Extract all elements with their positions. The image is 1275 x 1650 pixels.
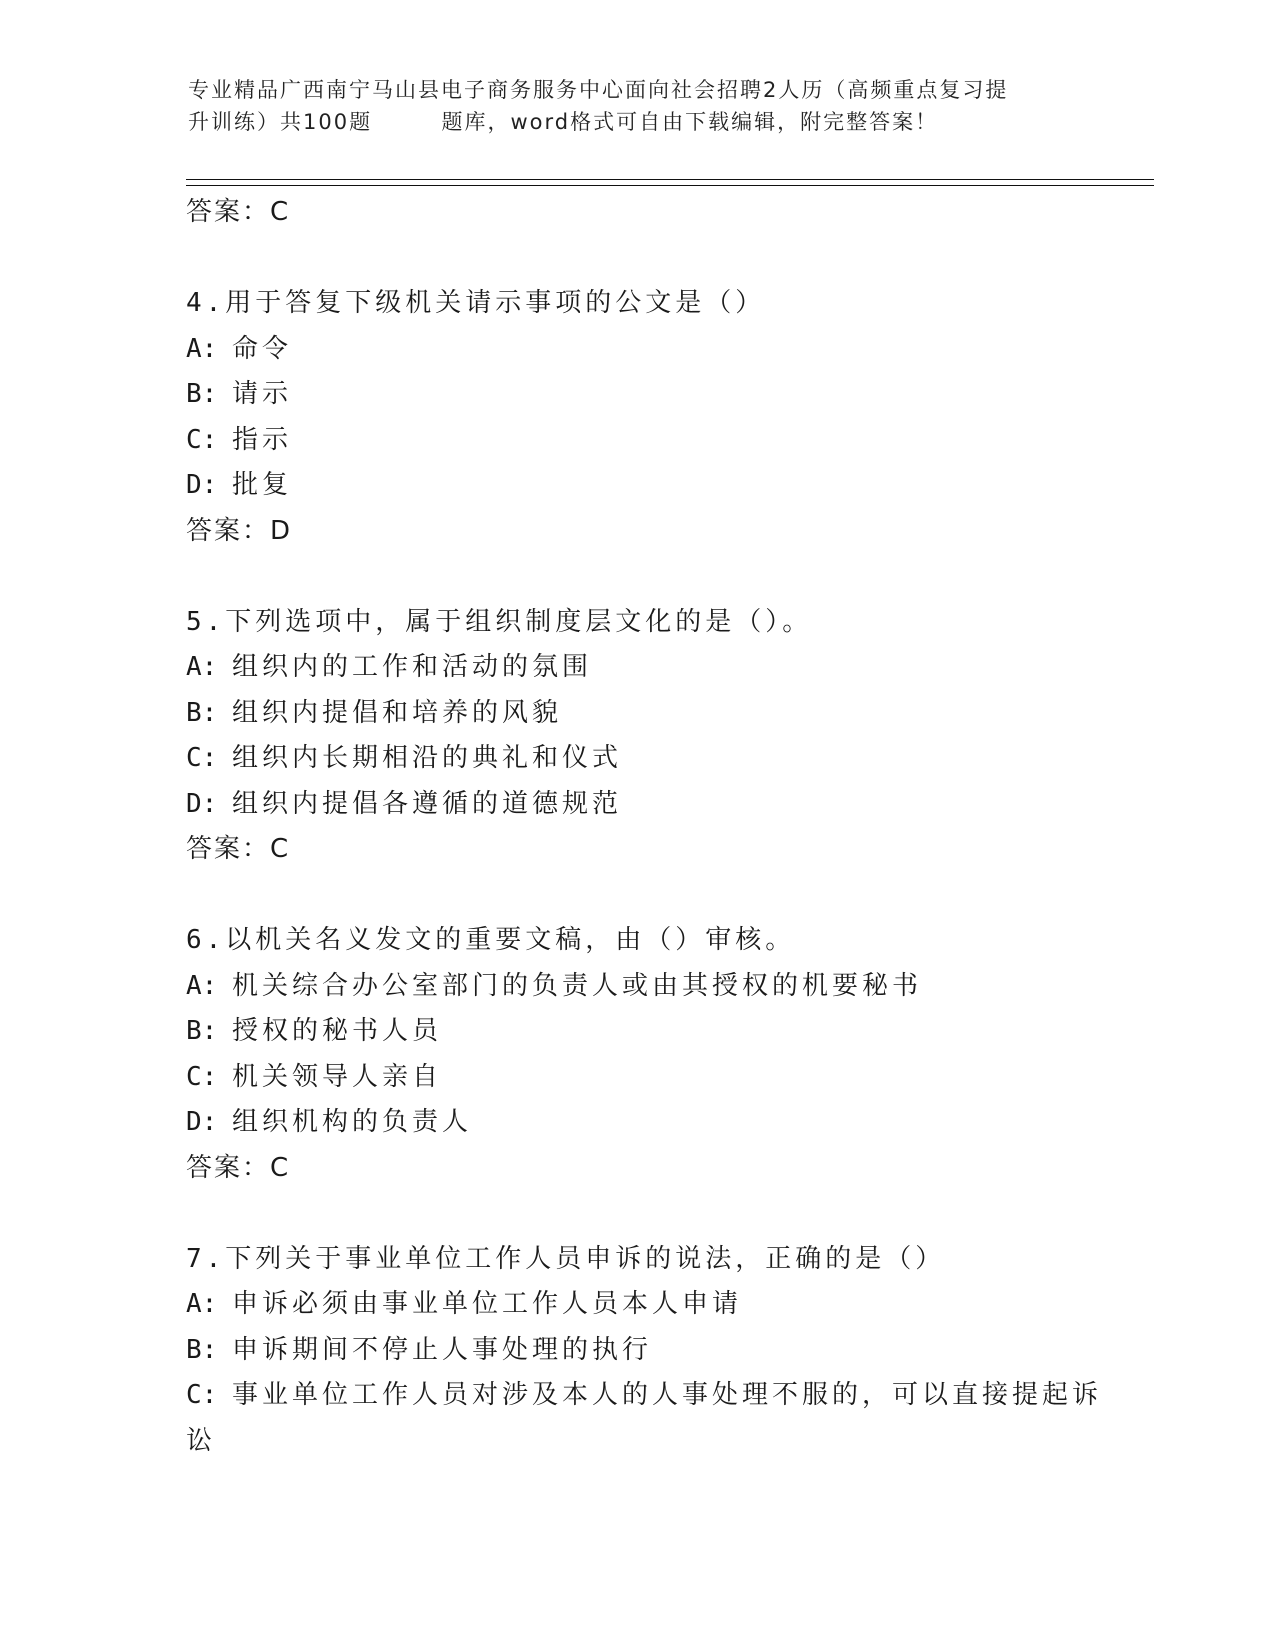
option-text: 组织内提倡和培养的风貌 — [232, 697, 563, 728]
option-label: B: — [186, 1016, 218, 1046]
option-label: A: — [186, 1289, 218, 1319]
question-list — [186, 190, 1103, 1464]
question-6 — [186, 918, 1086, 1191]
option-d — [186, 1100, 1086, 1146]
option-label: D: — [186, 1107, 218, 1137]
spacer — [186, 236, 1086, 282]
option-a — [186, 327, 1086, 373]
option-text: 机关综合办公室部门的负责人或由其授权的机要秘书 — [232, 970, 923, 1001]
option-a — [186, 1282, 1086, 1328]
option-b — [186, 691, 1086, 737]
option-c-continuation: 讼 — [186, 1425, 217, 1456]
header-title-line-2: 升训练）共100题 题库，word格式可自由下载编辑，附完整答案！ — [188, 110, 939, 134]
spacer — [186, 1191, 1086, 1237]
header-rule-bottom — [186, 185, 1154, 186]
option-text: 命令 — [232, 333, 293, 364]
option-a — [186, 964, 1086, 1010]
option-text: 机关领导人亲自 — [232, 1061, 443, 1092]
option-label: C: — [186, 743, 218, 773]
option-text: 组织内长期相沿的典礼和仪式 — [232, 743, 623, 773]
header-title-line-1: 专业精品广西南宁马山县电子商务服务中心面向社会招聘2人历（高频重点复习提 — [188, 78, 1009, 102]
option-text: 组织内提倡各遵循的道德规范 — [232, 788, 623, 819]
question-answer: 答案：C — [186, 1152, 291, 1183]
question-7 — [186, 1237, 1103, 1465]
option-label: D: — [186, 470, 218, 500]
option-label: D: — [186, 788, 218, 819]
question-stem: 4.用于答复下级机关请示事项的公文是（） — [186, 288, 766, 318]
question-stem: 7.下列关于事业单位工作人员申诉的说法，正确的是（） — [186, 1243, 946, 1274]
option-text: 事业单位工作人员对涉及本人的人事处理不服的，可以直接提起诉 — [232, 1380, 1103, 1410]
question-answer: 答案：D — [186, 515, 293, 546]
option-c — [186, 1373, 1103, 1419]
option-label: B: — [186, 1334, 218, 1365]
question-stem: 5.下列选项中，属于组织制度层文化的是（）。 — [186, 606, 813, 637]
question-5 — [186, 600, 1086, 873]
option-text: 批复 — [232, 470, 293, 500]
spacer — [186, 554, 1086, 600]
option-b — [186, 372, 1086, 418]
option-label: A: — [186, 652, 218, 682]
option-c — [186, 736, 1086, 782]
option-b — [186, 1009, 1086, 1055]
option-text: 组织内的工作和活动的氛围 — [232, 652, 593, 682]
option-label: C: — [186, 1061, 218, 1092]
option-text: 授权的秘书人员 — [232, 1016, 443, 1046]
option-label: B: — [186, 379, 218, 409]
option-text: 申诉必须由事业单位工作人员本人申请 — [232, 1289, 743, 1319]
option-label: C: — [186, 424, 218, 455]
option-d — [186, 463, 1086, 509]
question-answer: 答案：C — [186, 834, 291, 864]
option-label: C: — [186, 1380, 218, 1410]
option-label: A: — [186, 333, 218, 364]
option-text: 指示 — [232, 424, 293, 455]
previous-answer: 答案：C — [186, 197, 291, 227]
option-label: A: — [186, 970, 218, 1001]
option-d — [186, 782, 1086, 828]
option-a — [186, 645, 1086, 691]
document-header — [188, 74, 1088, 138]
option-c — [186, 1055, 1086, 1101]
option-text: 组织机构的负责人 — [232, 1107, 473, 1137]
option-c — [186, 418, 1086, 464]
question-stem: 6.以机关名义发文的重要文稿，由（）审核。 — [186, 925, 796, 955]
header-rule-top — [186, 179, 1154, 180]
question-4 — [186, 281, 1086, 554]
option-b — [186, 1328, 1086, 1374]
option-text: 请示 — [232, 379, 293, 409]
spacer — [186, 873, 1086, 919]
option-text: 申诉期间不停止人事处理的执行 — [232, 1334, 653, 1365]
option-label: B: — [186, 697, 218, 728]
